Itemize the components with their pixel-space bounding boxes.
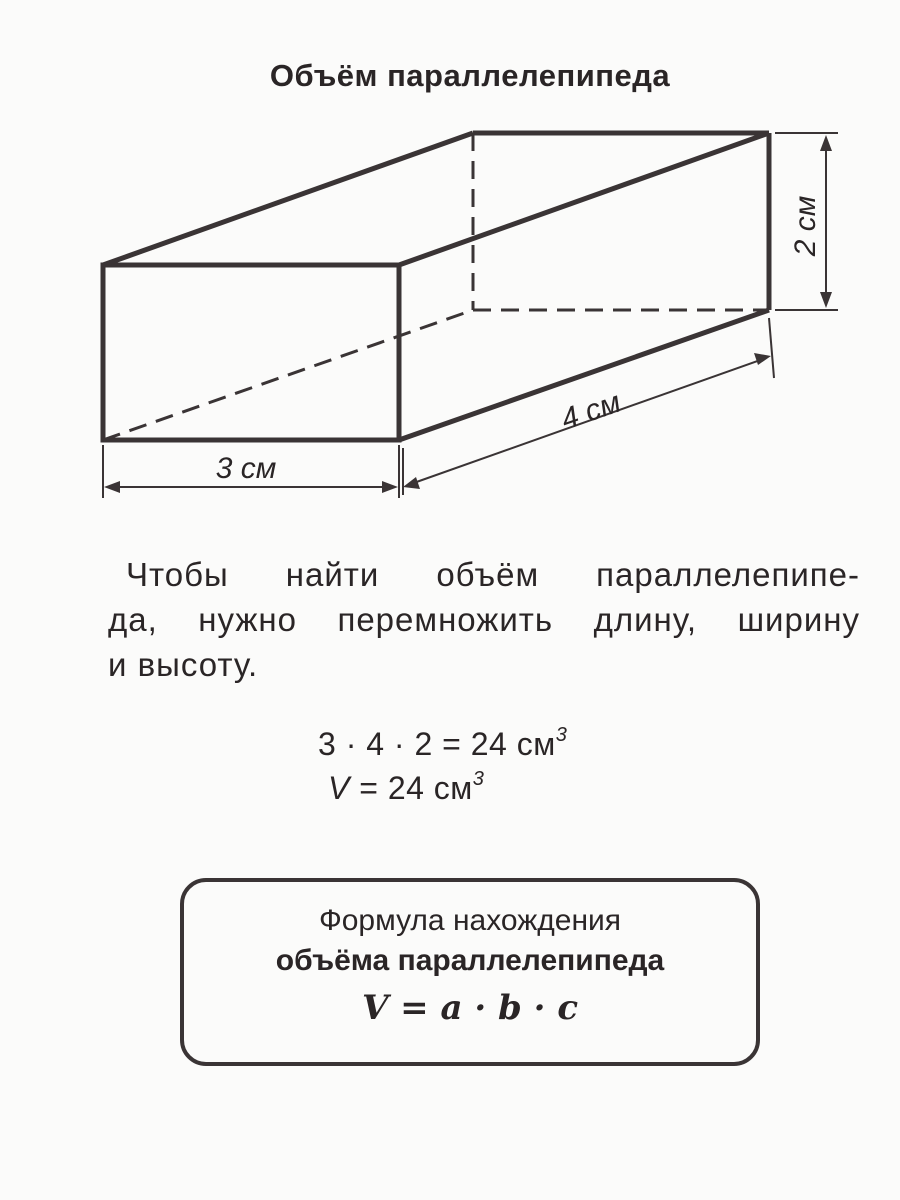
arrow-left-icon — [104, 481, 120, 493]
arrow-up-icon — [820, 135, 832, 151]
explanation-line-3: и высоту. — [108, 646, 259, 683]
arrow-right-icon — [382, 481, 398, 493]
calculation-result — [328, 770, 484, 807]
arrow-down-icon — [820, 292, 832, 308]
length-label: 4 см — [556, 385, 625, 437]
explanation-line-2: да, нужно перемножить длину, ширину — [108, 601, 860, 638]
parallelepiped-diagram — [0, 0, 900, 520]
height-label: 2 см — [789, 195, 822, 257]
arrow-left-icon — [403, 477, 420, 489]
result-exponent: 3 — [472, 768, 485, 790]
explanation-line-1: Чтобы найти объём параллелепипе- — [126, 556, 860, 593]
arrow-right-icon — [754, 353, 771, 365]
formula-box — [180, 878, 760, 1066]
volume-formula: V = a · b · c — [361, 988, 579, 1028]
formula-box-heading: Формула нахождения — [318, 904, 622, 937]
cuboid-hidden-edges — [103, 133, 769, 440]
calculation-exponent: 3 — [555, 724, 568, 746]
calculation-expression — [318, 726, 567, 763]
top-right-edge — [399, 133, 769, 265]
formula-box-subheading: объёма параллелепипеда — [275, 944, 665, 977]
hidden-bottom-left-edge — [103, 310, 473, 440]
width-label: 3 см — [215, 452, 277, 485]
cuboid-visible-edges — [103, 133, 769, 440]
page-title: Объём параллелепипеда — [269, 58, 671, 93]
volume-variable: V — [328, 770, 350, 806]
explanation-text — [108, 552, 860, 687]
calculation-expression-text: 3 · 4 · 2 = 24 см — [318, 726, 556, 762]
top-left-edge — [103, 133, 473, 265]
result-value: = 24 см — [349, 770, 473, 806]
